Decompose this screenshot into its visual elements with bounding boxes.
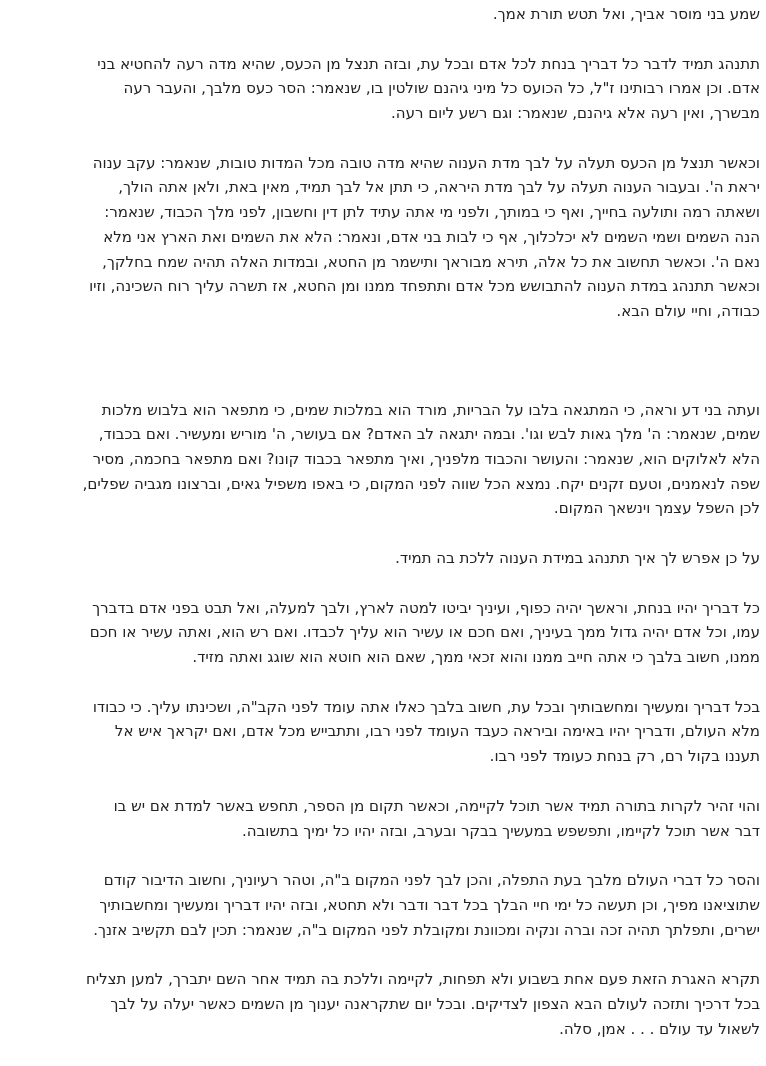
text-line: שמים, שנאמר: ה' מלך גאות לבש וגו'. ובמה יתגאה לב האדם? אם בעושר, ה' מוריש ומעשיר. ואם בכבוד,: [98, 425, 760, 444]
text-line: לכן השפל עצמך וינשאך המקום.: [553, 499, 760, 518]
text-line: ועתה בני דע וראה, כי המתגאה בלבו על הבריות, מורד הוא במלכות שמים, כי מתפאר הוא בלבוש מלכות: [101, 400, 760, 419]
text-line: על כן אפרש לך איך תתנהג במידת הענוה ללכת בה תמיד.: [395, 549, 760, 567]
paragraph-humility: [2, 151, 760, 324]
text-line: וכאשר תתנהג במדת הענוה להתבושש מכל אדם ותתפחד ממנו ומן החטא, אז תשרה עליך רוח השכינה, וזיו: [89, 277, 760, 296]
text-line: וכאשר תנצל מן הכעס תעלה על לבך מדת הענוה שהיא מדה טובה מכל המדות טובות, שנאמר: עקב ענוה: [92, 153, 760, 172]
text-line: מבשרך, ואין רעה אלא גיהנם, שנאמר: וגם רשע ליום רעה.: [391, 104, 760, 123]
text-line: והסר כל דברי העולם מלבך בעת התפלה, והכן לבך לפני המקום ב"ה, וטהר רעיוניך, וחשוב הדיבור קודם: [103, 871, 760, 890]
paragraph-speech: [2, 596, 760, 670]
text-line: והוי זהיר לקרות בתורה תמיד אשר תוכל לקיימה, וכאשר תקום מן הספר, תחפש באשר למדת אם יש בו: [113, 796, 760, 815]
paragraph-explain: [2, 546, 760, 571]
text-line: כבודה, וחיי עולם הבא.: [616, 301, 760, 320]
paragraph-anger: [2, 52, 760, 126]
text-line: בכל דרכיך ותזכה לעולם הבא הצפון לצדיקים. ובכל יום שתקראנה יענוך מן השמים כאשר יעלה על לבך: [110, 994, 760, 1013]
text-line: בכל דבריך ומעשיך ומחשבותיך ובכל עת, חשוב בלבך כאלו אתה עומד לפני הקב"ה, ושכינתו עליך. כי כבודו: [92, 697, 760, 716]
text-line: ממנו, חשוב בלבך כי אתה חייב ממנו והוא זכאי ממך, שאם הוא חוטא הוא שוגג ואתה מזיד.: [192, 648, 760, 667]
text-line: שמע בני מוסר אביך, ואל תטש תורת אמך.: [492, 5, 760, 23]
text-line: לשאול עד עולם . . . אמן, סלה.: [559, 1019, 760, 1038]
text-line: הנה השמים ושמי השמים לא יכלכלוך, אף כי לבות בני אדם, ונאמר: הלא את השמים ואת הארץ אני מלא: [103, 227, 760, 246]
paragraph-pride: [2, 398, 760, 521]
text-line: אדם. וכן אמרו רבותינו ז"ל, כל הכועס כל מיני גיהנם שולטין בו, שנאמר: הסר כעס מלבך, והעבר רעה: [123, 79, 760, 98]
paragraph-closing: [2, 967, 760, 1041]
text-line: ישרים, ותפלתך תהיה זכה וברה ונקיה ומכוונת ומקובלת לפני המקום ב"ה, שנאמר: תכין לבם תקשיב אזנך.: [93, 920, 760, 939]
text-line: מלא העולם, ודבריך יהיו באימה וביראה כעבד העומד לפני רבו, ותתבייש מכל אדם, ואם יקראך איש אל: [114, 722, 760, 741]
paragraph-prayer: [2, 868, 760, 942]
text-line: שפה לנאמנים, וטעם זקנים יקח. נמצא הכל שווה לפני המקום, כי באפו משפיל גאים, וברצונו מגביה שפלים,: [82, 474, 760, 493]
paragraph-torah: [2, 794, 760, 843]
text-line: עמו, וכל אדם יהיה גדול ממך בעיניך, ואם חכם או עשיר הוא עליך לכבדו. ואם רש הוא, ואתה עשיר או חכם: [89, 623, 760, 642]
text-line: יראת ה'. ובעבור הענוה תעלה על לבך מדת היראה, כי תתן אל לבך תמיד, מאין באת, ולאן אתה הולך,: [118, 178, 760, 197]
text-line: תקרא האגרת הזאת פעם אחת בשבוע ולא תפחות, לקיימה וללכת בה תמיד אחר השם יתברך, למען תצליח: [85, 970, 760, 989]
text-line: דבר אשר תוכל לקיימו, ותפשפש במעשיך בבקר ובערב, ובזה יהיו כל ימיך בתשובה.: [242, 821, 760, 840]
text-line: נאם ה'. וכאשר תחשוב את כל אלה, תירא מבוראך ותישמר מן החטא, ובמדות האלה תהיה שמח בחלקך,: [102, 252, 760, 271]
text-line: הלא לאלוקים הוא, שנאמר: והעושר והכבוד מלפניך, ואיך מתפאר בכבוד קונו? ואם מתפאר בחכמה, מסיר: [92, 449, 760, 468]
text-line: שתוציאנו מפיך, וכן תעשה כל ימי חיי הבלך בכל דבר ודבר ולא תחטא, ובזה יהיו דבריך ומעשיך ומחשבותיך: [99, 895, 760, 914]
paragraph-opening: [2, 2, 760, 27]
text-line: תתנהג תמיד לדבר כל דבריך בנחת לכל אדם ובכל עת, ובזה תנצל מן הכעס, שהיא מדה רעה להחטיא בני: [97, 54, 760, 73]
text-line: כל דבריך יהיו בנחת, וראשך יהיה כפוף, ועיניך יביטו למטה לארץ, ולבך למעלה, ואל תבט בפני אדם בדברך: [92, 598, 760, 617]
paragraph-presence: [2, 695, 760, 769]
text-line: ושאתה רמה ותולעה בחייך, ואף כי במותך, ולפני מי אתה עתיד לתן דין וחשבון, לפני מלך הכבוד, שנאמר:: [104, 203, 760, 222]
letter-page: [2, 0, 766, 1066]
text-line: תעננו בקול רם, רק בנחת כעומד לפני רבו.: [489, 747, 760, 766]
